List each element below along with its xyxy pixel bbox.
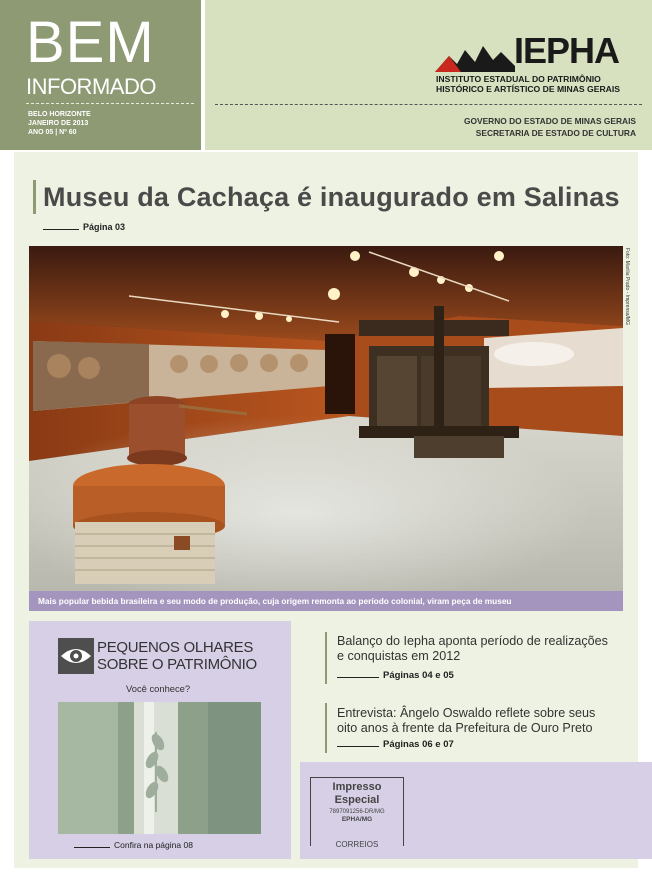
pequenos-olhares-subtitle: Você conhece? — [126, 683, 191, 694]
photo-caption: Mais popular bebida brasileira e seu modo de produção, cuja origem remonta ao período colonial, viram peça de museu — [29, 591, 623, 611]
masthead-meta — [28, 110, 91, 137]
eye-icon — [58, 638, 94, 674]
story2-title — [337, 706, 595, 736]
ornament-photo — [58, 702, 261, 834]
story2-title-line1: Entrevista: Ângelo Oswaldo reflete sobre seus — [337, 706, 596, 720]
gov-line2: SECRETARIA DE ESTADO DE CULTURA — [475, 128, 636, 138]
stamp-line1: Impresso — [332, 781, 382, 793]
stamp-line2: Especial — [334, 794, 380, 806]
museum-interior-image — [29, 246, 623, 591]
government-credits — [464, 115, 636, 139]
iepha-name-line1: INSTITUTO ESTADUAL DO PATRIMÔNIO — [436, 74, 601, 84]
masthead-block — [0, 0, 201, 150]
museum-photo — [29, 246, 623, 591]
story1-accent-bar — [325, 632, 327, 684]
masthead-divider — [26, 103, 194, 104]
iepha-name-line2: HISTÓRICO E ARTÍSTICO DE MINAS GERAIS — [436, 84, 620, 94]
publisher-block — [205, 0, 652, 150]
masthead-title-informado: INFORMADO — [26, 74, 156, 99]
pequenos-olhares-page-ref: Confira na página 08 — [74, 840, 193, 850]
publisher-divider — [215, 104, 642, 105]
iepha-mountain-logo-icon — [435, 42, 515, 72]
po-title-line2: SOBRE O PATRIMÔNIO — [97, 656, 257, 673]
masthead-edition: ANO 05 | Nº 60 — [28, 129, 77, 136]
iepha-full-name — [436, 74, 641, 94]
pequenos-olhares-title — [97, 639, 257, 673]
story1-title — [337, 634, 608, 664]
po-title-line1: PEQUENOS OLHARES — [97, 639, 254, 656]
masthead-title-bem: BEM — [26, 10, 155, 75]
column-ornament-image — [58, 702, 261, 834]
story2-title-line2: oito anos à frente da Prefeitura de Ouro Preto — [337, 721, 593, 735]
masthead-city: BELO HORIZONTE — [28, 111, 91, 118]
stamp-carrier: CORREIOS — [311, 840, 403, 849]
headline-accent-bar — [33, 180, 36, 214]
postal-stamp — [310, 777, 404, 849]
story1-page-ref: Páginas 04 e 05 — [337, 670, 454, 681]
stamp-code: 7897091256-DR/MG — [329, 809, 385, 815]
gov-line1: GOVERNO DO ESTADO DE MINAS GERAIS — [463, 116, 636, 126]
photo-credit: Foto: Marilia Prado - Imprensa/MG — [624, 248, 630, 325]
story1-title-line1: Balanço do Iepha aponta período de realizações — [337, 634, 608, 648]
stamp-org: EPHA/MG — [341, 816, 373, 823]
lead-headline: Museu da Cachaça é inaugurado em Salinas — [43, 182, 620, 212]
lead-page-ref: Página 03 — [43, 222, 125, 232]
masthead-date: JANEIRO DE 2013 — [28, 120, 89, 127]
story2-page-ref: Páginas 06 e 07 — [337, 739, 454, 750]
story1-title-line2: e conquistas em 2012 — [337, 649, 461, 663]
story2-accent-bar — [325, 703, 327, 753]
iepha-logo-text: IEPHA — [514, 30, 620, 71]
